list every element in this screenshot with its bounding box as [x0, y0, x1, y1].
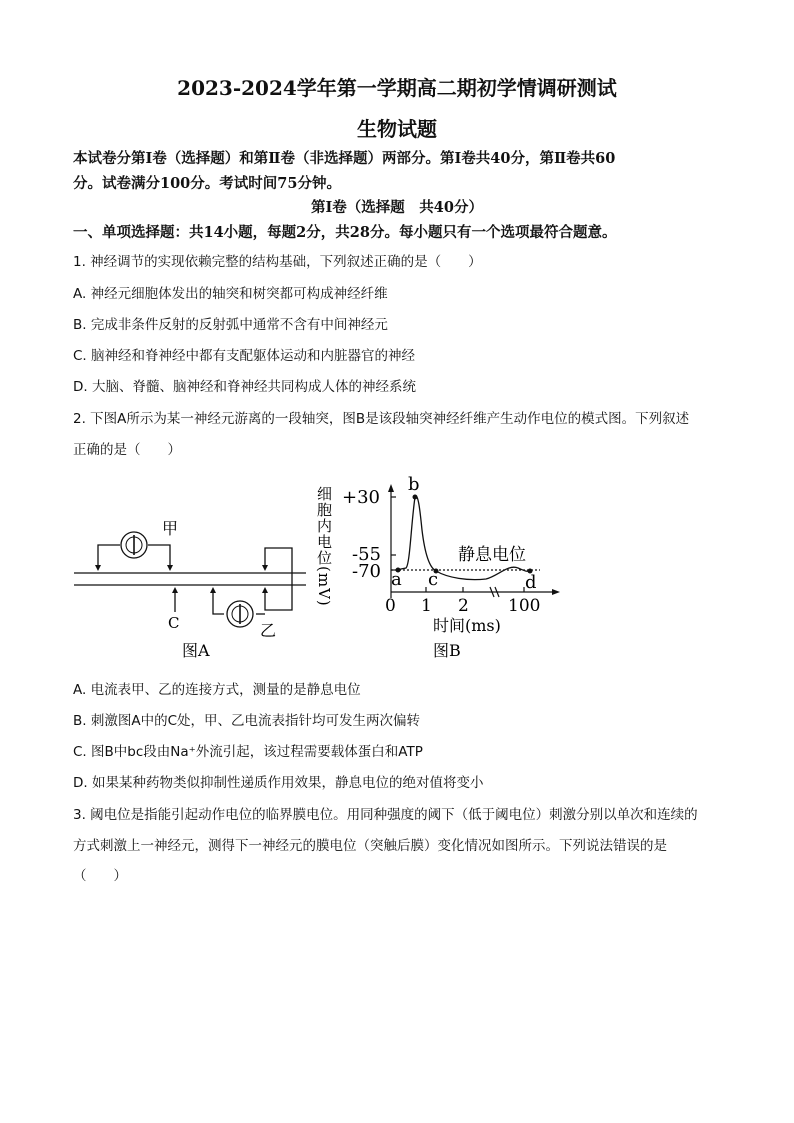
intro-line-1: 本试卷分第Ⅰ卷（选择题）和第Ⅱ卷（非选择题）两部分。第Ⅰ卷共40分，第Ⅱ卷共60 [73, 150, 616, 167]
figure-b-caption: 图B [433, 641, 461, 660]
q1-option-c: C. 脑神经和脊神经中都有支配躯体运动和内脏器官的神经 [73, 348, 416, 364]
meter2-left-wire [213, 591, 224, 614]
q2-option-d: D. 如果某种药物类似抑制性递质作用效果，静息电位的绝对值将变小 [73, 775, 484, 791]
point-b-label: b [408, 474, 420, 495]
point-d-label: d [525, 572, 537, 593]
q2-stem-line-1: 2. 下图A所示为某一神经元游离的一段轴突，图B是该段轴突神经纤维产生动作电位的模式图。下列叙述 [73, 411, 690, 427]
section-heading: 一、单项选择题：共14小题，每题2分，共28分。每小题只有一个选项最符合题意。 [73, 224, 617, 241]
q3-stem-line-3: （ ） [73, 868, 127, 884]
x-tick-100: 100 [508, 596, 541, 616]
y-tick-plus30: +30 [342, 487, 380, 508]
q2-option-b: B. 刺激图A中的C处，甲、乙电流表指针均可发生两次偏转 [73, 713, 421, 729]
figure-a [70, 510, 315, 660]
q3-stem-line-2: 方式刺激上一神经元，测得下一神经元的膜电位（突触后膜）变化情况如图所示。下列说法错误的是 [73, 838, 667, 854]
x-tick-0: 0 [385, 596, 396, 616]
meter2-label: 乙 [260, 621, 277, 640]
right-wire [265, 548, 292, 610]
figure-a-caption: 图A [182, 641, 210, 660]
figure-b-ylabel: 细胞内电位(mV) [315, 486, 333, 607]
meter2-icon [227, 601, 253, 627]
stimulus-label: C [168, 614, 180, 632]
q2-option-c: C. 图B中bc段由Na⁺外流引起，该过程需要载体蛋白和ATP [73, 744, 423, 760]
q1-option-d: D. 大脑、脊髓、脑神经和脊神经共同构成人体的神经系统 [73, 379, 416, 395]
figure-b-xlabel: 时间(ms) [433, 616, 501, 635]
x-tick-1: 1 [421, 596, 432, 616]
q2-option-a: A. 电流表甲、乙的连接方式，测量的是静息电位 [73, 682, 361, 698]
q1-option-a: A. 神经元细胞体发出的轴突和树突都可构成神经纤维 [73, 286, 388, 302]
figure-b [315, 470, 568, 665]
y-tick-minus70: -70 [352, 561, 381, 582]
x-tick-2: 2 [458, 596, 469, 616]
y-tick-minus55: -55 [352, 544, 381, 565]
q3-stem-line-1: 3. 阈电位是指能引起动作电位的临界膜电位。用同种强度的阈下（低于阈电位）刺激分别以单次和连续的 [73, 807, 698, 823]
q2-stem-line-2: 正确的是（ ） [73, 442, 181, 458]
point-c-label: c [428, 569, 439, 590]
page-title: 2023-2024学年第一学期高二期初学情调研测试 [177, 76, 617, 100]
page-subtitle: 生物试题 [357, 117, 437, 141]
meter1-right-wire [148, 545, 170, 567]
q1-option-b: B. 完成非条件反射的反射弧中通常不含有中间神经元 [73, 317, 388, 333]
intro-line-2: 分。试卷满分100分。考试时间75分钟。 [73, 175, 341, 192]
meter1-left-wire [98, 545, 120, 567]
meter1-label: 甲 [162, 519, 179, 538]
potential-curve [396, 496, 530, 579]
q1-stem: 1. 神经调节的实现依赖完整的结构基础，下列叙述正确的是（ ） [73, 254, 482, 270]
resting-potential-label: 静息电位 [458, 545, 526, 565]
meter1-icon [121, 532, 147, 558]
point-a-label: a [391, 569, 402, 590]
part1-heading: 第Ⅰ卷（选择题 共40分） [311, 199, 483, 216]
